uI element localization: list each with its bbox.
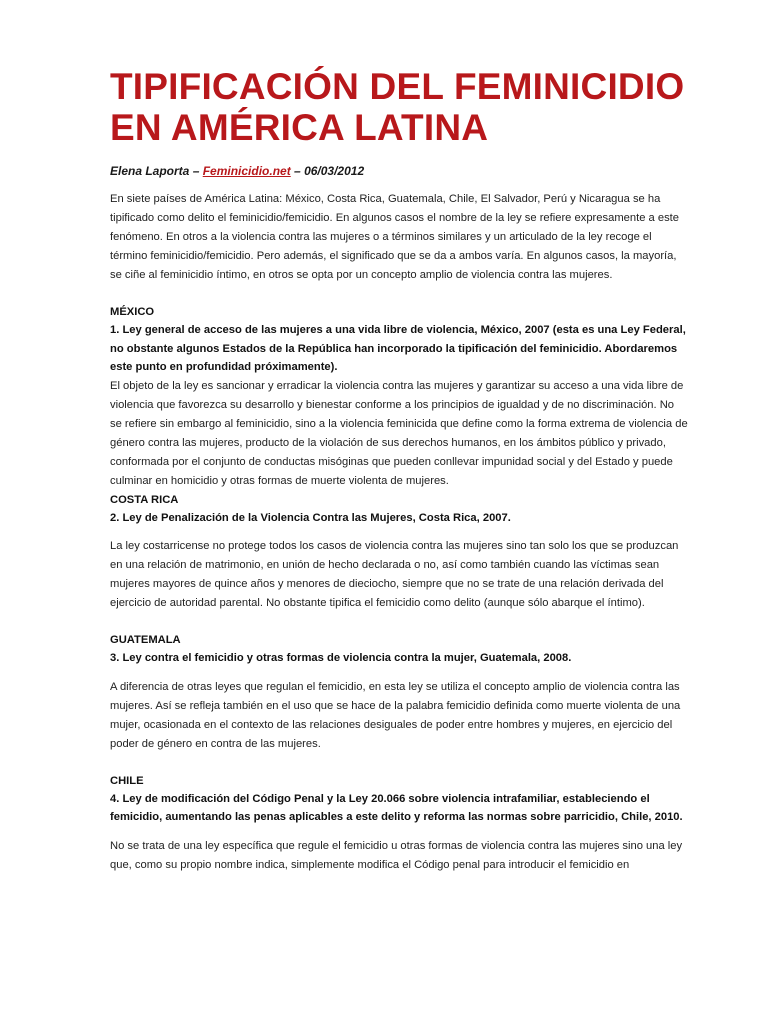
section-text: La ley costarricense no protege todos los casos de violencia contra las mujeres sino tan solo los que se produzcan en una relación de matrimonio, en unión de hecho declarada o no, así como también cuando las víctimas sean mujeres mayores de quince años y menores de dieciocho, siempre que no se trate de una relación derivada del ejercicio de autoridad parental. No obstante tipifica el femicidio como delito (aunque sólo abarque el íntimo).: [110, 540, 679, 609]
section-chile: [110, 772, 688, 875]
law-title: 3. Ley contra el femicidio y otras formas de violencia contra la mujer, Guatemala, 2008.: [110, 652, 572, 664]
byline: [110, 162, 688, 180]
section-heading: MÉXICO: [110, 306, 155, 318]
section-heading: CHILE: [110, 774, 144, 787]
law-title: 2. Ley de Penalización de la Violencia Contra las Mujeres, Costa Rica, 2007.: [110, 511, 511, 524]
byline-separator: –: [290, 164, 305, 178]
law-title: 1. Ley general de acceso de las mujeres a una vida libre de violencia, México, 2007 (esta es una Ley Federal, no obstante algunos Estados de la República han incorporado la tipificación del feminicidio. Abordaremos este punto en profundidad próximamente).: [110, 324, 686, 373]
section-text: El objeto de la ley es sancionar y erradicar la violencia contra las mujeres y garantizar su acceso a una vida libre de violencia que favorezca su desarrollo y bienestar conforme a los principios de igualdad y de no discriminación. No se refiere sin embargo al feminicidio, sino a la violencia feminicida que define como la forma extrema de violencia de género contra las mujeres, producto de la violación de sus derechos humanos, en los ámbitos público y privado, conformada por el conjunto de conductas misóginas que pueden conllevar impunidad social y del Estado y puede culminar en homicidio y otras formas de muerte violenta de mujeres.: [110, 379, 688, 487]
intro-paragraph: En siete países de América Latina: México, Costa Rica, Guatemala, Chile, El Salvador, Perú y Nicaragua se ha tipificado como delito el feminicidio/femicidio. En algunos casos el nombre de la ley se refiere expresamente a este fenómeno. En otros a la violencia contra las mujeres o a términos similares y un articulado de la ley recoge el término feminicidio/femicidio. Pero además, el significado que se da a ambos varía. En algunos casos, la mayoría, se ciñe al feminicidio íntimo, en otros se opta por un concepto amplio de violencia contra las mujeres.: [110, 193, 679, 281]
section-heading: COSTA RICA: [110, 493, 179, 506]
byline-separator: –: [189, 164, 203, 178]
section-costa-rica: [110, 491, 688, 614]
author: Elena Laporta: [110, 164, 190, 178]
section-guatemala: [110, 631, 688, 754]
page-title: TIPIFICACIÓN DEL FEMINICIDIO EN AMÉRICA LATINA: [110, 66, 685, 148]
section-text: No se trata de una ley específica que regule el femicidio u otras formas de violencia contra las mujeres sino una ley que, como su propio nombre indica, simplemente modifica el Código penal para introducir el femicidio en: [110, 839, 683, 871]
section-mexico: [110, 303, 688, 491]
section-heading: GUATEMALA: [110, 634, 181, 646]
section-text: A diferencia de otras leyes que regulan el femicidio, en esta ley se utiliza el concepto amplio de violencia contra las mujeres. Así se refleja también en el uso que se hace de la palabra femicidio definida como muerte violenta de una mujer, ocasionada en el contexto de las relaciones desiguales de poder entre hombres y mujeres, en ejercicio del poder de género en contra de las mujeres.: [110, 680, 681, 750]
source-link[interactable]: Feminicidio.net: [202, 164, 291, 178]
law-title: 4. Ley de modificación del Código Penal y la Ley 20.066 sobre violencia intrafamiliar, estableciendo el femicidio, aumentando las penas aplicables a este delito y reforma las normas sobre parricidio, Chile, 2010.: [110, 792, 683, 823]
publish-date: 06/03/2012: [304, 164, 365, 178]
